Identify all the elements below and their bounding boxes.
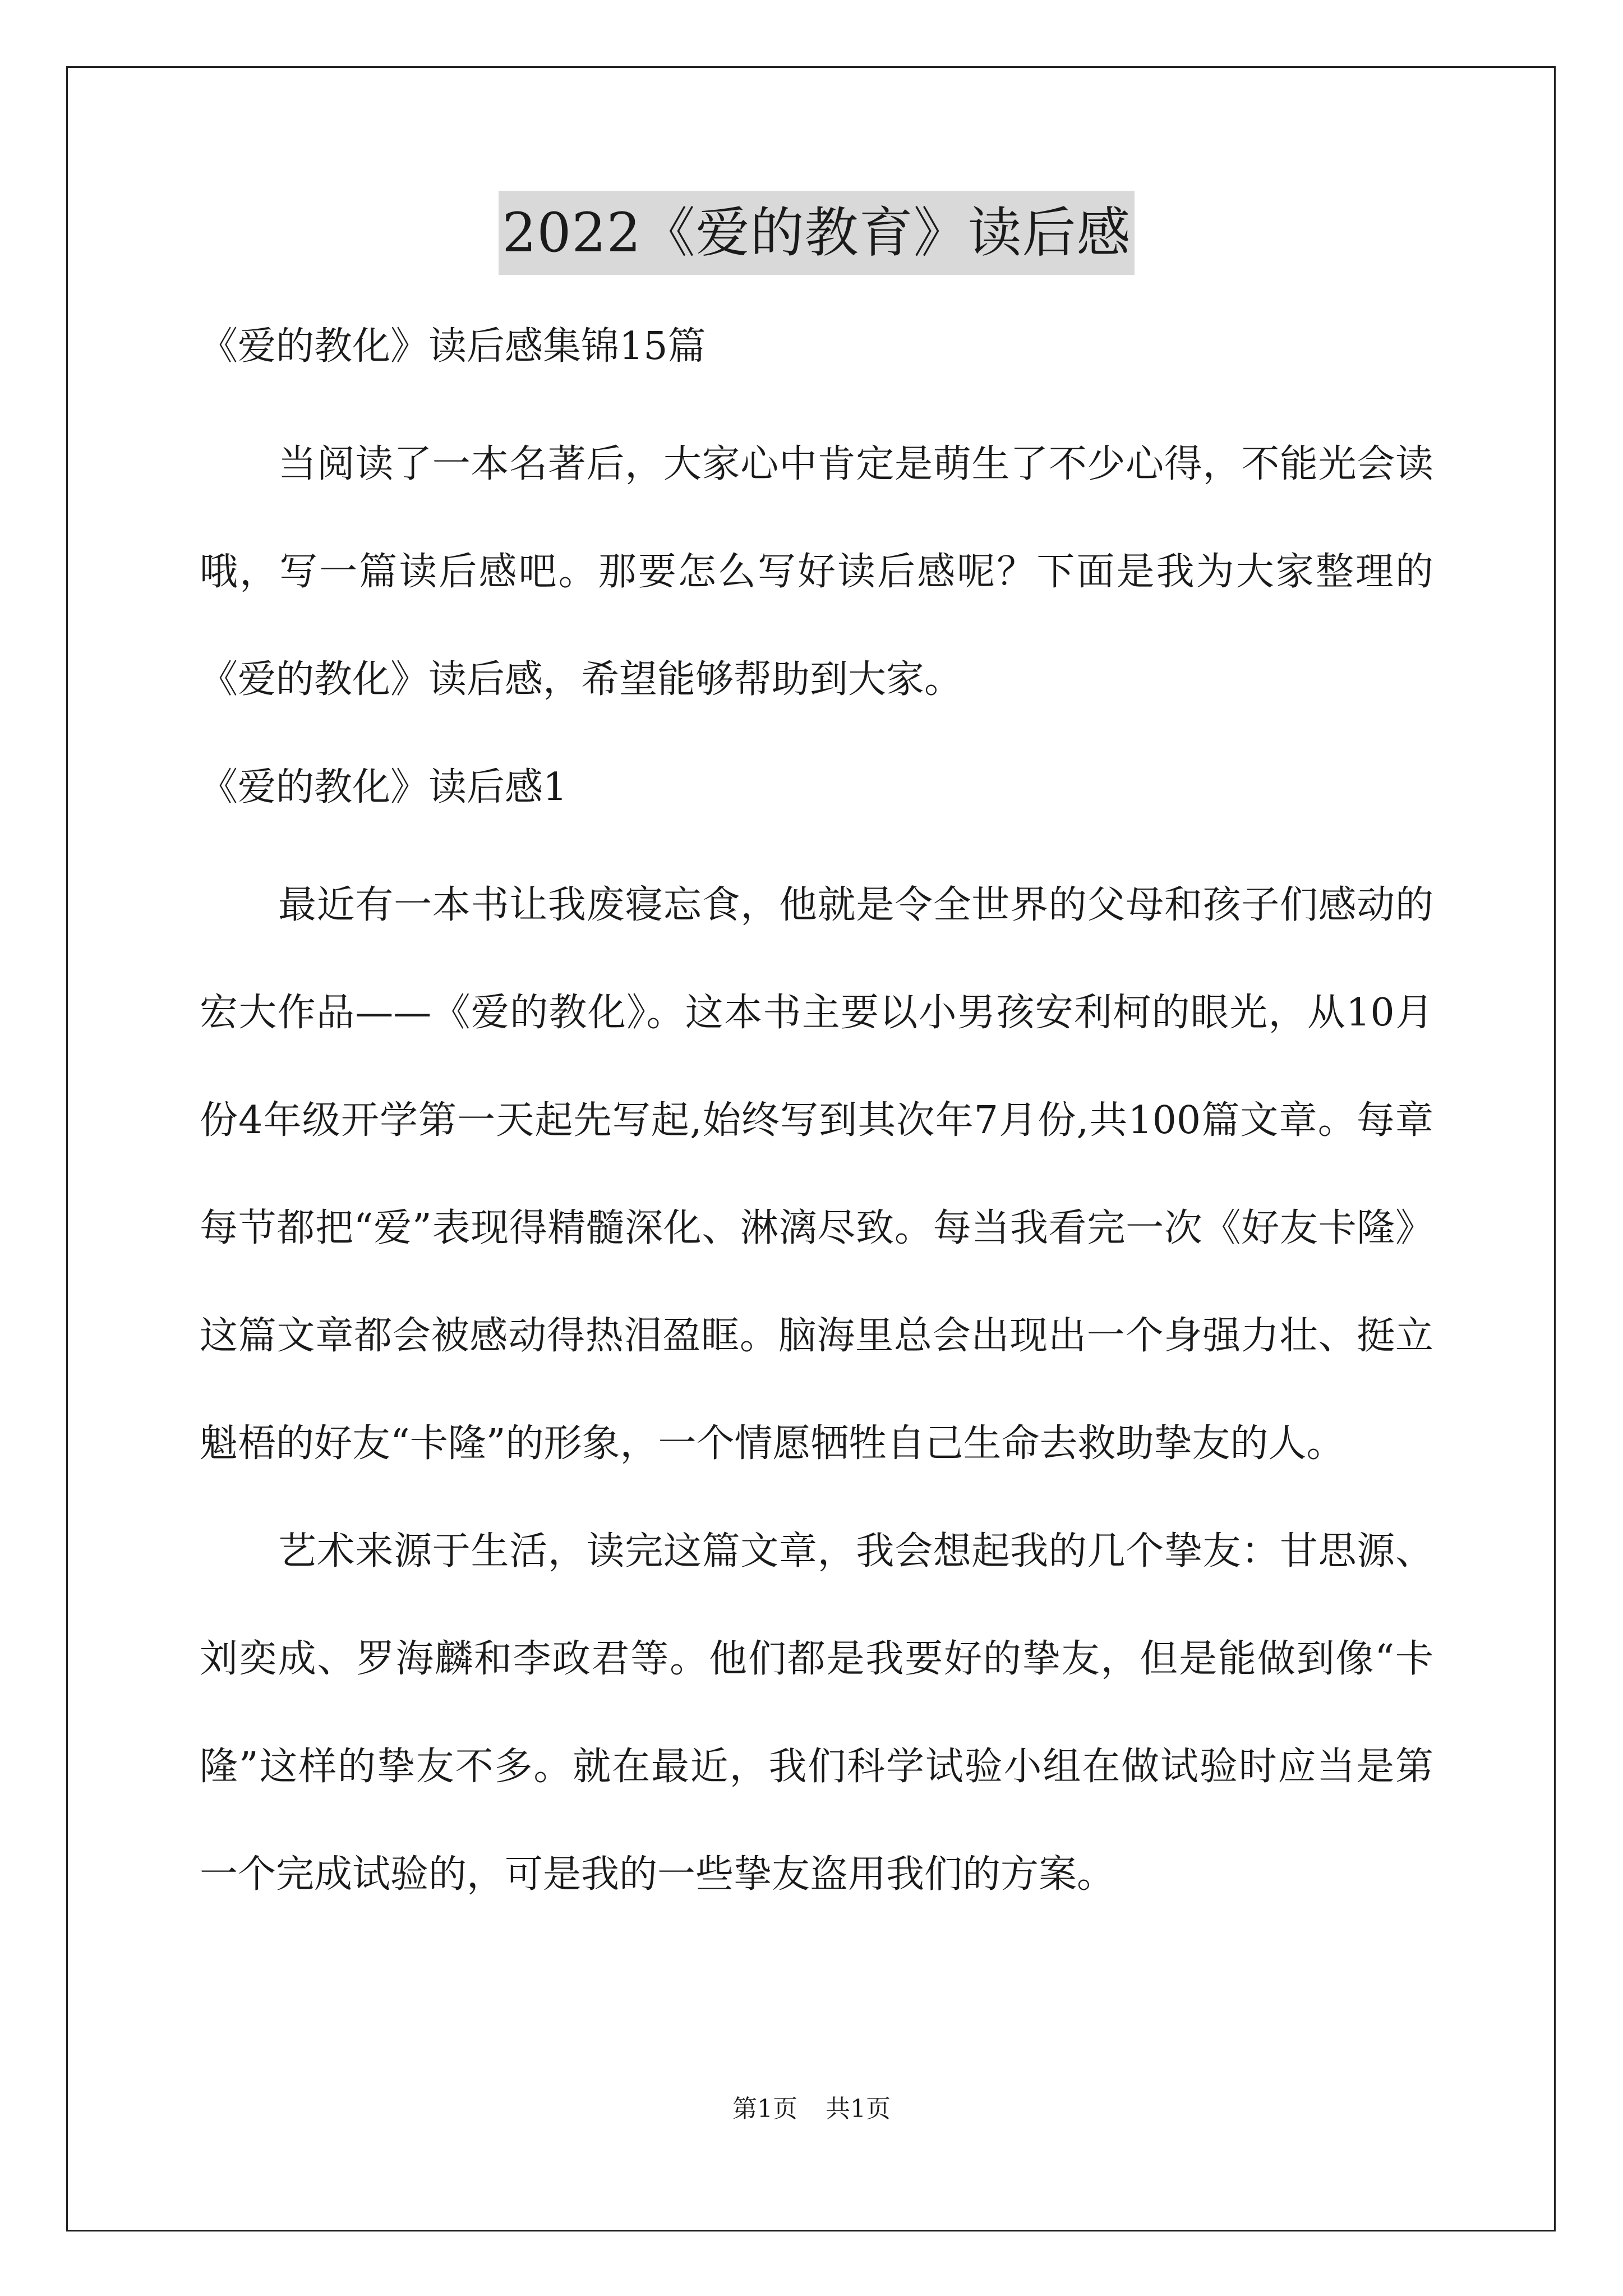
page-footer	[0, 2092, 1623, 2126]
document-body	[200, 191, 1433, 1929]
title-wrap	[200, 191, 1433, 275]
intro-paragraph: 当阅读了一本名著后，大家心中肯定是萌生了不少心得，不能光会读哦，写一篇读后感吧。那要怎么写好读后感呢？下面是我为大家整理的《爱的教化》读后感，希望能够帮助到大家。	[200, 442, 1433, 702]
body-paragraph-2: 艺术来源于生活，读完这篇文章，我会想起我的几个挚友：甘思源、刘奕成、罗海麟和李政君等。他们都是我要好的挚友，但是能做到像“卡隆”这样的挚友不多。就在最近，我们科学试验小组在做试验时应当是第一个完成试验的，可是我的一些挚友盗用我们的方案。	[200, 1529, 1433, 1897]
collection-heading: 《爱的教化》读后感集锦15篇	[200, 324, 706, 369]
section-heading: 《爱的教化》读后感1	[200, 765, 568, 809]
document-title: 2022《爱的教育》读后感	[499, 191, 1134, 275]
page-number: 第1页	[732, 2095, 797, 2123]
body-paragraph-1: 最近有一本书让我废寝忘食，他就是令全世界的父母和孩子们感动的宏大作品——《爱的教化》。这本书主要以小男孩安利柯的眼光，从10月份4年级开学第一天起先写起,始终写到其次年7月份,共100篇文章。每章每节都把“爱”表现得精髓深化、淋漓尽致。每当我看完一次《好友卡隆》这篇文章都会被感动得热泪盈眶。脑海里总会出现出一个身强力壮、挺立魁梧的好友“卡隆”的形象，一个情愿牺牲自己生命去救助挚友的人。	[200, 883, 1433, 1466]
page-total: 共1页	[826, 2095, 891, 2123]
